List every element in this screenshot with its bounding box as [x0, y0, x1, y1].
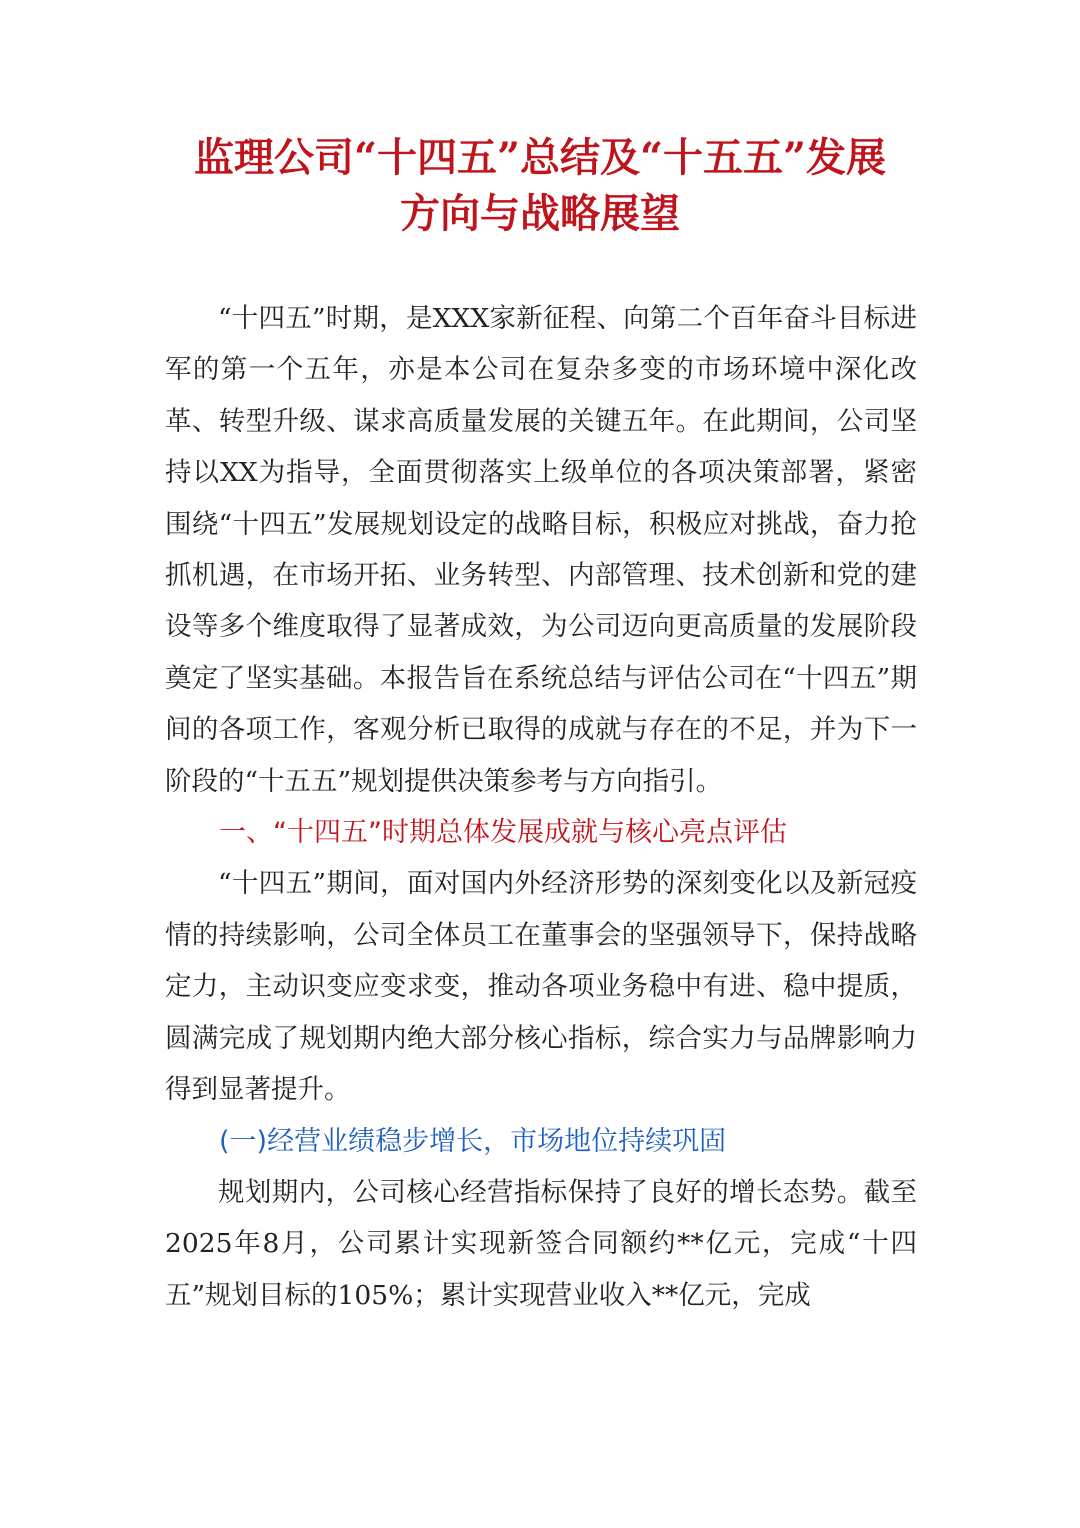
document-body: [165, 293, 917, 1321]
intro-paragraph: “十四五”时期，是XXX家新征程、向第二个百年奋斗目标进军的第一个五年，亦是本公司在复杂多变的市场环境中深化改革、转型升级、谋求高质量发展的关键五年。在此期间，公司坚持以XX为指导，全面贯彻落实上级单位的各项决策部署，紧密围绕“十四五”发展规划设定的战略目标，积极应对挑战，奋力抢抓机遇，在市场开拓、业务转型、内部管理、技术创新和党的建设等多个维度取得了显著成效，为公司迈向更高质量的发展阶段奠定了坚实基础。本报告旨在系统总结与评估公司在“十四五”期间的各项工作，客观分析已取得的成就与存在的不足，并为下一阶段的“十五五”规划提供决策参考与方向指引。: [165, 303, 917, 797]
section-1-heading: 一、“十四五”时期总体发展成就与核心亮点评估: [219, 817, 787, 849]
subsection-1-paragraph: 规划期内，公司核心经营指标保持了良好的增长态势。截至2025年8月，公司累计实现新签合同额约**亿元，完成“十四五”规划目标的105%；累计实现营业收入**亿元，完成: [165, 1176, 917, 1311]
subsection-1-heading: (一)经营业绩稳步增长，市场地位持续巩固: [219, 1125, 727, 1157]
title-line-1: 监理公司“十四五”总结及“十五五”发展: [193, 134, 887, 181]
section-1-paragraph: “十四五”期间，面对国内外经济形势的深刻变化以及新冠疫情的持续影响，公司全体员工在董事会的坚强领导下，保持战略定力，主动识变应变求变，推动各项业务稳中有进、稳中提质，圆满完成了规划期内绝大部分核心指标，综合实力与品牌影响力得到显著提升。: [165, 868, 917, 1106]
document-title: [150, 130, 930, 242]
title-line-2: 方向与战略展望: [400, 190, 680, 237]
